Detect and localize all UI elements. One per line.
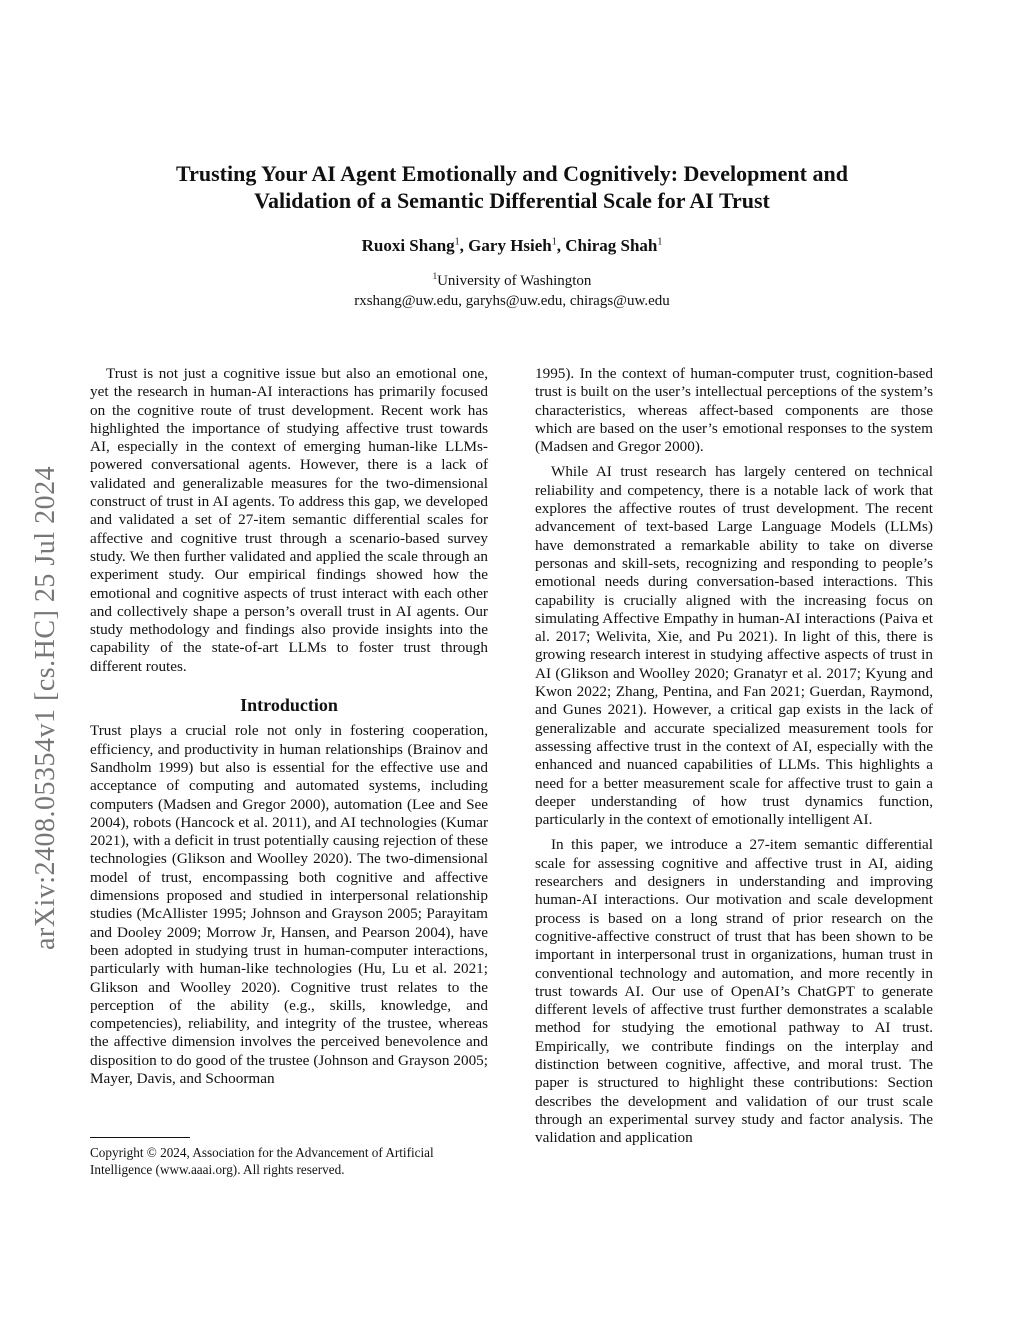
author-name: Chirag Shah bbox=[565, 236, 658, 255]
abstract-text: Trust is not just a cognitive issue but also an emotional one, yet the research in human-AI interactions has primarily focused on the cognitive route of trust development. Recent work has highlighted the importance of studying affective trust towards AI, especially in the context of emerging human-like LLMs-powered conversational agents. However, there is a lack of validated and generalizable measures for the two-dimensional construct of trust in AI agents. To address this gap, we developed and validated a set of 27-item semantic differential scales for affective and cognitive trust through a scenario-based survey study. We then further validated and applied the scale through an experiment study. Our empirical findings showed how the emotional and cognitive aspects of trust interact with each other and collectively shape a person’s overall trust in AI agents. Our study methodology and findings also provide insights into the capability of the state-of-art LLMs to foster trust through different routes. bbox=[90, 365, 488, 675]
author-affiliation-marker: 1 bbox=[454, 236, 460, 248]
arxiv-identifier-sidebar: arXiv:2408.05354v1 [cs.HC] 25 Jul 2024 bbox=[30, 465, 61, 950]
introduction-heading: Introduction bbox=[240, 695, 338, 716]
footnote-divider bbox=[90, 1137, 190, 1138]
author-name: Ruoxi Shang bbox=[361, 236, 455, 255]
title-line-2: Validation of a Semantic Differential Scale for AI Trust bbox=[254, 188, 770, 213]
author-name: Gary Hsieh bbox=[468, 236, 552, 255]
body-paragraph: While AI trust research has largely centered on technical reliability and competency, there is a notable lack of work that explores the affective routes of trust development. The recent advancement of text-based Large Language Models (LLMs) have demonstrated a remarkable ability to take on diverse personas and skill-sets, recognizing and responding to people’s emotional needs during conversation-based interactions. This capability is crucially aligned with the increasing focus on simulating Affective Empathy in human-AI interactions (Paiva et al. 2017; Welivita, Xie, and Pu 2021). In light of this, there is growing research interest in studying affective aspects of trust in AI (Glikson and Woolley 2020; Granatyr et al. 2017; Kyung and Kwon 2022; Zhang, Pentina, and Fan 2021; Guerdan, Raymond, and Gunes 2021). However, a critical gap exists in the lack of generalizable and accurate specialized measurement tools for assessing affective trust in the context of AI, especially with the enhanced and nuanced capabilities of LLMs. This highlights a need for a better measurement scale for affective trust to gain a deeper understanding of how trust dynamics function, particularly in the context of emotionally intelligent AI. bbox=[535, 463, 933, 829]
affiliation: $^1$University of Washington bbox=[432, 271, 592, 289]
body-paragraph: In this paper, we introduce a 27-item semantic differential scale for assessing cognitive and affective trust in AI, aiding researchers and designers in understanding and improving human-AI interactions. Our motivation and scale development process is based on a long strand of prior research on the cognitive-affective construct of trust that has been shown to be important in interpersonal trust in organizations, human trust in conventional technology and automation, and more recently in trust towards AI. Our use of OpenAI’s ChatGPT to generate different levels of affective trust further demonstrates a scalable method for studying the emotional pathway to AI trust. Empirically, we contribute findings on the interplay and distinction between cognitive, affective, and moral trust. The paper is structured to highlight these contributions: Section describes the development and validation of our trust scale through an experimental survey study and factor analysis. The validation and application bbox=[535, 836, 933, 1147]
author-list: Ruoxi Shang$^1$, Gary Hsieh$^1$, Chirag Shah$^1$ bbox=[361, 236, 663, 255]
body-paragraph: 1995). In the context of human-computer trust, cognition-based trust is built on the user’s intellectual perceptions of the system’s characteristics, whereas affect-based components are those which are based on the user’s emotional responses to the system (Madsen and Gregor 2000). bbox=[535, 365, 933, 456]
author-affiliation-marker: 1 bbox=[657, 236, 663, 248]
left-column bbox=[90, 365, 488, 1088]
copyright-footnote bbox=[90, 1137, 488, 1178]
paper-title bbox=[100, 160, 924, 214]
intro-paragraph-1: Trust plays a crucial role not only in fostering cooperation, efficiency, and productivity in human relationships (Brainov and Sandholm 1999) but also is essential for the effective use and acceptance of computing and automated systems, including computers (Madsen and Gregor 2000), automation (Lee and See 2004), robots (Hancock et al. 2011), and AI technologies (Kumar 2021), with a deficit in trust potentially causing rejection of these technologies (Glikson and Woolley 2020). The two-dimensional model of trust, encompassing both cognitive and affective dimensions proposed and studied in interpersonal relationship studies (McAllister 1995; Johnson and Grayson 2005; Parayitam and Dooley 2009; Morrow Jr, Hansen, and Pearson 2004), have been adopted in studying trust in human-computer interactions, particularly with human-like technologies (Hu, Lu et al. 2021; Glikson and Woolley 2020). Cognitive trust relates to the perception of the ability (e.g., skills, knowledge, and competencies), reliability, and integrity of the trustee, whereas the affective dimension involves the perceived benevolence and disposition to do good of the trustee (Johnson and Grayson 2005; Mayer, Davis, and Schoorman bbox=[90, 722, 488, 1087]
copyright-text: Copyright © 2024, Association for the Advancement of Artificial Intelligence (www.aaai.org). All rights reserved. bbox=[90, 1145, 434, 1177]
right-column bbox=[535, 365, 933, 1147]
title-line-1: Trusting Your AI Agent Emotionally and Cognitively: Development and bbox=[176, 161, 848, 186]
abstract bbox=[90, 365, 488, 676]
author-emails: rxshang@uw.edu, garyhs@uw.edu, chirags@uw.edu bbox=[354, 293, 670, 309]
author-affiliation-marker: 1 bbox=[551, 236, 557, 248]
affiliation-block bbox=[100, 266, 924, 311]
